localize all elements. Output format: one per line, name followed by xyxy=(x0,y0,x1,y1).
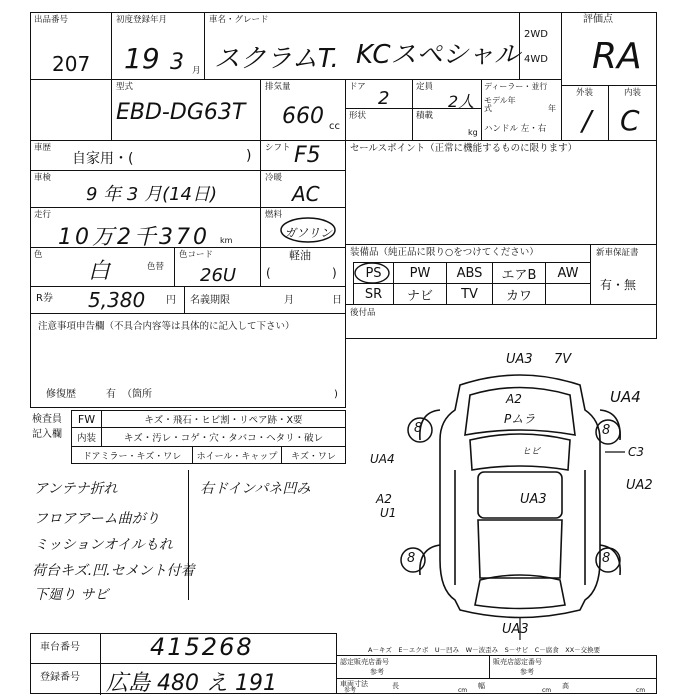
size-height: 高 xyxy=(562,682,569,690)
inspector-mirror: ドアミラー・キズ・ワレ xyxy=(71,446,193,464)
notes-label: 注意事項申告欄（不具合内容等は具体的に記入して下さい） xyxy=(38,321,295,332)
mark-8-rl: 8 xyxy=(407,551,416,566)
yen-unit: 円 xyxy=(166,295,176,306)
lot-value: 207 xyxy=(52,52,91,76)
shift-value: F5 xyxy=(294,143,321,168)
inspector-label-1: 検査員 xyxy=(32,414,62,425)
score-label: 評価点 xyxy=(583,14,613,25)
car-history-value: 自家用・( xyxy=(72,151,134,167)
recycle-label: R券 xyxy=(36,293,53,304)
mark-ua3-top: UA3 xyxy=(506,352,533,367)
mark-hibi: ヒビ xyxy=(522,447,541,457)
chassis-label: 車台番号 xyxy=(40,642,80,653)
sales-point-label: セールスポイント（正常に機能するものに限ります） xyxy=(350,143,578,154)
comment-4: 荷台キズ.凹.セメント付着 xyxy=(32,563,195,579)
dealer-ref-label: 販売店認定番号 xyxy=(493,658,542,666)
color-value: 白 xyxy=(88,259,111,284)
doors: 2 xyxy=(378,88,390,109)
first-reg-month: 3 xyxy=(170,50,184,75)
comment-5: 下廻り サビ xyxy=(34,587,109,603)
warranty-value: 有・無 xyxy=(600,278,637,292)
displacement: 660 xyxy=(282,104,324,129)
tax-month: 月 xyxy=(284,295,294,306)
reg-label: 登録番号 xyxy=(40,672,80,683)
equipment-label: 装備品（純正品に限り○をつけてください） xyxy=(350,247,539,258)
equip-airbag: エアB xyxy=(492,262,546,284)
drive-box xyxy=(519,12,562,80)
equip-abs: ABS xyxy=(446,262,493,284)
repair-place: （箇所 xyxy=(122,389,152,400)
mark-a2-left: A2 xyxy=(376,492,392,506)
inspector-wheel: ホイール・キャップ xyxy=(192,446,282,464)
model-name-label: 車名・グレード xyxy=(209,15,269,25)
size-label: 車両寸法 xyxy=(340,680,368,688)
lot-label: 出品番号 xyxy=(34,15,69,25)
color-label: 色 xyxy=(34,250,43,260)
handle-label: ハンドル 左・右 xyxy=(484,124,547,134)
mark-ua2-right: UA2 xyxy=(626,478,653,493)
drive-4wd: 4WD xyxy=(524,54,548,65)
dealer-ref-value: 参考 xyxy=(520,668,534,676)
mark-ua4-right: UA4 xyxy=(610,388,641,406)
load-label: 積載 xyxy=(416,111,434,121)
inspection-value: 9 年 3 月(14日) xyxy=(86,184,218,205)
size-box xyxy=(336,678,657,694)
drive-2wd: 2WD xyxy=(524,29,548,40)
capacity: 2人 xyxy=(448,92,475,111)
interior-value: C xyxy=(620,104,640,137)
fuel-label: 燃料 xyxy=(265,210,283,220)
mark-ua3-bed: UA3 xyxy=(520,492,547,507)
equip-aw: AW xyxy=(545,262,591,284)
doors-label: ドア xyxy=(349,82,366,92)
car-history-label: 車歴 xyxy=(34,143,52,153)
interior-label: 内装 xyxy=(624,88,642,98)
equip-ps: PS xyxy=(353,262,394,284)
mark-8-fr: 8 xyxy=(602,423,611,438)
comment-1: アンテナ折れ xyxy=(34,481,118,497)
recycle-value: 5,380 xyxy=(88,288,146,312)
car-history-box xyxy=(30,140,261,171)
size-cm-2: cm xyxy=(542,687,552,694)
equip-tv: TV xyxy=(446,283,493,305)
damage-legend: A－キズ E－エクボ U－凹み W－波歪み S－サビ C－腐食 XX－交換要 xyxy=(368,646,601,654)
reg-value: 広島 480 え 191 xyxy=(106,671,277,696)
cc-unit: cc xyxy=(329,121,340,132)
first-reg-year: 19 xyxy=(124,42,160,75)
tax-day: 日 xyxy=(332,295,342,306)
mark-u1: U1 xyxy=(380,506,397,520)
inspection-label: 車検 xyxy=(34,173,52,183)
warranty-label: 新車保証書 xyxy=(596,248,639,258)
inspector-wheel-damage: キズ・ワレ xyxy=(281,446,346,464)
naisou-text: キズ・汚レ・コゲ・穴・タバコ・ヘタリ・破レ xyxy=(101,427,346,447)
ac-label: 冷暖 xyxy=(265,173,283,183)
month-unit: 月 xyxy=(192,66,201,76)
naisou-cell: 内装 xyxy=(71,427,102,447)
color-change-label: 色替 xyxy=(147,262,165,272)
exterior-value: / xyxy=(582,104,592,137)
comment-2: フロアアーム曲がり xyxy=(34,511,160,527)
first-reg-label: 初度登録年月 xyxy=(116,15,168,25)
mark-a2-top: A2 xyxy=(506,392,522,406)
repair-have: 有 xyxy=(106,389,116,400)
kg-unit: kg xyxy=(468,128,478,137)
mark-8-fl: 8 xyxy=(414,421,423,436)
capacity-label: 定員 xyxy=(416,82,434,92)
size-ref: 参考 xyxy=(344,687,357,694)
after-parts-box xyxy=(345,304,657,339)
color-code-label: 色コード xyxy=(179,250,214,260)
ac-value: AC xyxy=(292,182,320,206)
mark-pmura: Pムラ xyxy=(504,412,536,426)
mark-7v: 7V xyxy=(554,352,572,367)
equip-sr: SR xyxy=(353,283,394,305)
comment-right: 右ドインパネ凹み xyxy=(200,481,311,497)
model-code-label: 型式 xyxy=(116,82,134,92)
shape-label: 形状 xyxy=(349,111,367,121)
repair-label: 修復歴 xyxy=(46,389,76,400)
dealer-no-value: 参考 xyxy=(370,668,384,676)
inspector-label-2: 記入欄 xyxy=(32,429,62,440)
mileage-value: 10万2千370 xyxy=(58,225,210,250)
color-code: 26U xyxy=(200,265,237,286)
equip-leather: カワ xyxy=(492,283,546,305)
after-parts-label: 後付品 xyxy=(350,308,376,318)
km-unit: km xyxy=(220,236,233,245)
equip-navi: ナビ xyxy=(393,283,447,305)
left-column-row2 xyxy=(30,79,112,141)
shift-label: シフト xyxy=(265,143,291,153)
size-cm-3: cm xyxy=(636,687,646,694)
displacement-label: 排気量 xyxy=(265,82,291,92)
dealer-no-label: 認定販売店番号 xyxy=(340,658,389,666)
fw-cell: FW xyxy=(71,410,102,428)
mark-ua3-bottom: UA3 xyxy=(502,622,529,637)
light-oil-paren-left: ( xyxy=(266,266,271,280)
fuel-value: ガソリン xyxy=(284,226,333,240)
mileage-label: 走行 xyxy=(34,210,52,220)
mark-ua4-left: UA4 xyxy=(370,452,395,466)
size-width: 幅 xyxy=(478,682,485,690)
size-length: 長 xyxy=(392,682,399,690)
mark-8-rr: 8 xyxy=(602,551,611,566)
fw-text: キズ・飛石・ヒビ割・リペア跡・X要 xyxy=(101,410,346,428)
size-cm-1: cm xyxy=(458,687,468,694)
exterior-label: 外装 xyxy=(576,88,594,98)
equip-pw: PW xyxy=(393,262,447,284)
grade-name: KCスペシャル xyxy=(356,40,520,70)
dealer-label: ディーラー・並行 xyxy=(484,82,548,91)
chassis-value: 415268 xyxy=(150,633,254,661)
score-value: RA xyxy=(592,36,642,77)
comment-divider xyxy=(188,470,189,600)
repair-close: ) xyxy=(334,389,338,400)
mark-c3: C3 xyxy=(628,445,645,459)
car-history-close: ) xyxy=(246,148,252,164)
model-year-label: モデル年式 xyxy=(484,96,516,113)
sales-point-box xyxy=(345,140,657,245)
tax-label: 名義期限 xyxy=(190,295,230,306)
light-oil-label: 軽油 xyxy=(289,249,311,262)
comment-3: ミッションオイルもれ xyxy=(34,537,173,553)
year-unit: 年 xyxy=(548,104,556,113)
light-oil-paren-right: ) xyxy=(332,266,337,280)
model-code: EBD-DG63T xyxy=(116,100,246,125)
model-name: スクラムT. xyxy=(214,44,339,74)
